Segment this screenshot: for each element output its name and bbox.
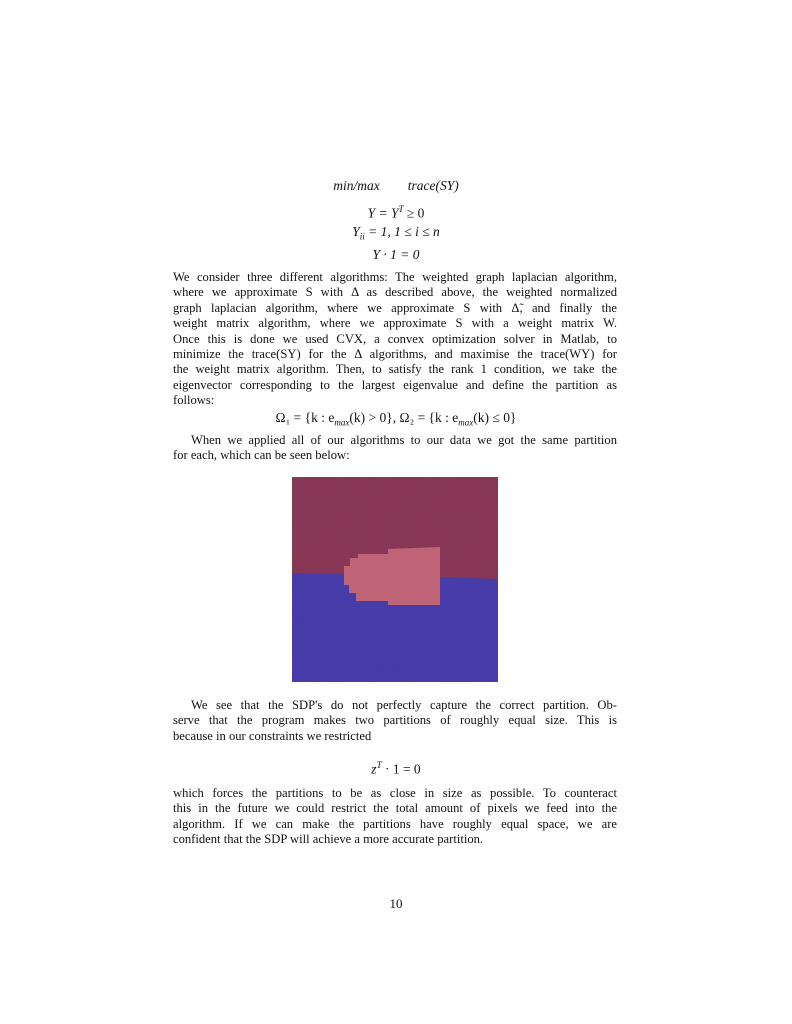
paragraph-conclusion: which forces the partitions to be as close in size as possible. To counteract this in the future we could restrict the total amount of pixels we feed into the algorithm. If we can make the partitions have roughly equal space, we are confident that the SDP will achieve a more accurate partition. — [173, 786, 617, 847]
page-number: 10 — [389, 896, 403, 911]
objective-min: min/max — [333, 178, 380, 193]
constraint-symmetric: $Y = Y^T \ge 0$ — [367, 204, 425, 221]
paragraph-results: When we applied all of our algorithms to our data we got the same partition for each, which can be seen below: — [173, 433, 617, 463]
paragraph-observation: We see that the SDP's do not perfectly capture the correct partition. Ob- serve that the program makes two partitions of roughly equal size. This is because in our constraints we restricted — [173, 698, 617, 743]
partition-equation: Ω₁ = {k : $e_{max}(k) > 0$}, Ω₂ = {k : $e_{max}(k) \le 0$} — [275, 410, 517, 428]
partition-image — [292, 477, 498, 682]
constraint-balance: Y · 1 = 0 — [372, 247, 420, 262]
object-partition-region — [344, 547, 440, 605]
partition-figure — [292, 477, 498, 682]
balance-equation: $z^T \cdot 1 = 0$ — [371, 760, 421, 777]
paragraph-algorithms: We consider three different algorithms: The weighted graph laplacian algorithm, where we approximate S with Δ as described above, the weighted normalized graph laplacian algorithm, where we approximate S with Δ̃, and finally the weight matrix algorithm, where we approximate S with a weight matrix W. Once this is done we used CVX, a convex optimization solver in Matlab, to minimize the trace(SY) for the Δ algorithms, and maximise the trace(WY) for the weight matrix algorithm. Then, to satisfy the rank 1 condition, we take the eigenvector corresponding to the largest eigenvalue and define the partition as follows: — [173, 270, 617, 408]
objective-equation — [0, 178, 792, 194]
constraint-diagonal: $Y_{ii} = 1$, 1 ≤ i ≤ n — [352, 224, 440, 242]
objective-trace: trace(SY) — [407, 178, 459, 193]
